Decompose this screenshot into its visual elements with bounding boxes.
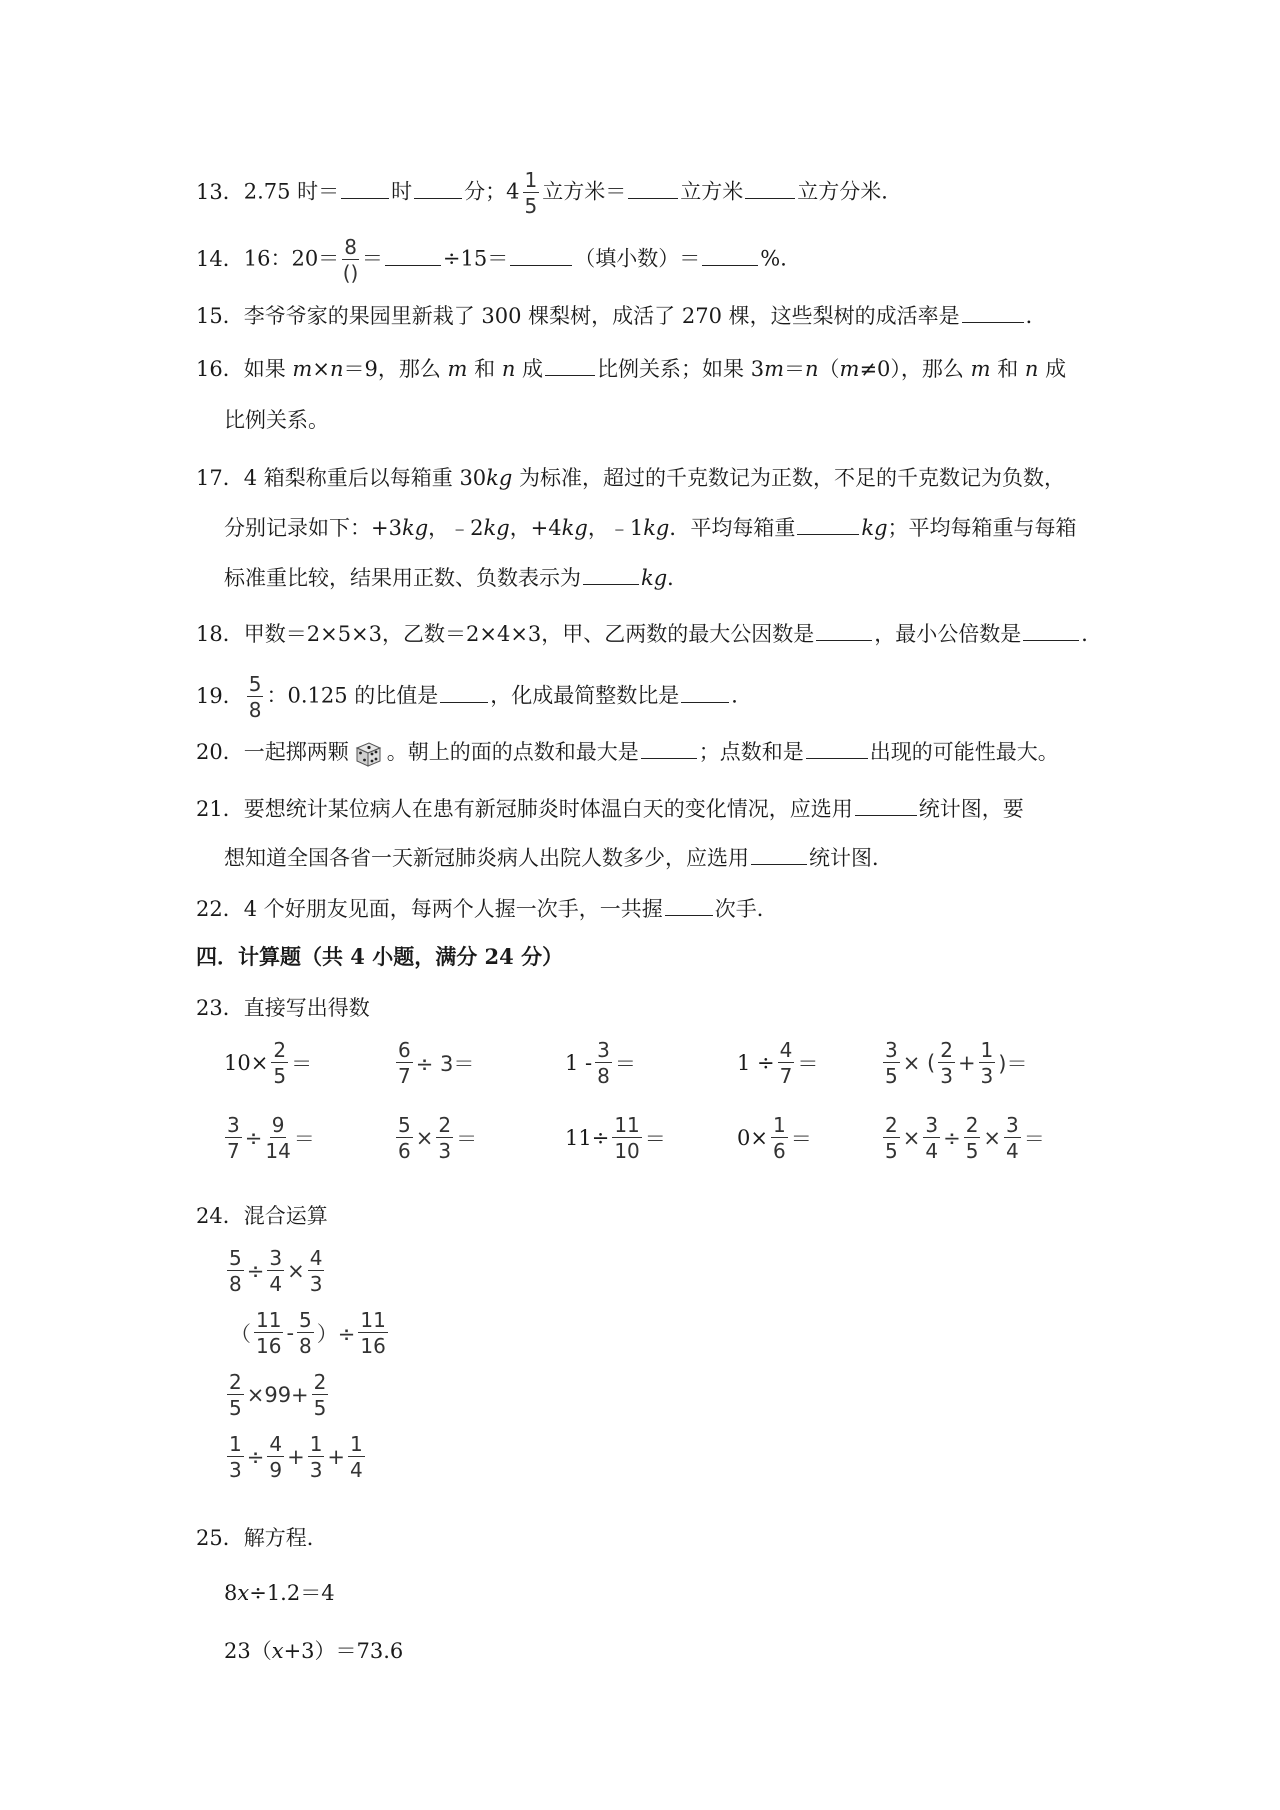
question-17-line2: 分别记录如下：+3kg，﹣2kg，+4kg，﹣1kg．平均每箱重 kg；平均每箱重与每箱 <box>224 511 1077 545</box>
mixed-expression-3: $\frac{2}{5}$ ×99+ $\frac{2}{5}$ <box>229 1370 327 1420</box>
expression-r2-c: 11÷ $\frac{11}{10}$ ＝ <box>565 1113 666 1163</box>
question-number: 20． <box>196 740 244 764</box>
question-number: 16． <box>196 357 244 381</box>
expression-r2-a: $\frac{3}{7}$ ÷ $\frac{9}{14}$ ＝ <box>227 1113 315 1163</box>
mixed-expression-2: （ $\frac{11}{16}$ - $\frac{5}{8}$ ）÷ $\frac{11}{16}$ <box>230 1308 386 1358</box>
question-16-line2: 比例关系。 <box>224 408 329 432</box>
question-17: 17．4 箱梨称重后以每箱重 30kg 为标准，超过的千克数记为正数，不足的千克数记为负数， <box>196 461 1065 495</box>
question-18: 18．甲数＝2×5×3，乙数＝2×4×3，甲、乙两数的最大公因数是 ，最小公倍数是 ． <box>196 617 1102 651</box>
answer-blank[interactable] <box>1023 618 1079 641</box>
equation-2: 23（x+3）＝73.6 <box>224 1639 404 1663</box>
question-number: 21． <box>196 797 244 821</box>
question-13: 13．2.75 时＝ 时 分；4 $\frac{1}{5}$ 立方米＝ 立方米 立方分米． <box>196 168 903 218</box>
expression-r1-e: $\frac{3}{5}$ × ( $\frac{2}{3}$ + $\frac{1}{3}$ )＝ <box>885 1038 1028 1088</box>
question-23: 23．直接写出得数 <box>196 991 370 1025</box>
answer-blank[interactable] <box>855 793 917 816</box>
answer-blank[interactable] <box>545 353 595 376</box>
answer-blank[interactable] <box>702 243 758 266</box>
question-24: 24．混合运算 <box>196 1199 328 1233</box>
expression-r1-d: 1 ÷ $\frac{4}{7}$ ＝ <box>737 1038 819 1088</box>
question-20: 20．一起掷两颗 。朝上的面的点数和最大是 ；点数和是 出现的可能性最大。 <box>196 735 1059 769</box>
answer-blank[interactable] <box>414 176 462 199</box>
expression-r2-b: $\frac{5}{6}$ × $\frac{2}{3}$ ＝ <box>398 1113 478 1163</box>
answer-blank[interactable] <box>797 512 859 535</box>
question-number: 15． <box>196 304 244 328</box>
question-number: 14． <box>196 246 244 271</box>
expression-r1-a: 10× $\frac{2}{5}$ ＝ <box>224 1038 313 1088</box>
question-number: 23． <box>196 996 244 1020</box>
answer-blank[interactable] <box>962 300 1024 323</box>
answer-blank[interactable] <box>806 736 868 759</box>
expression-r2-e: $\frac{2}{5}$ × $\frac{3}{4}$ ÷ $\frac{2}{5}$ × $\frac{3}{4}$ ＝ <box>885 1113 1045 1163</box>
question-21-line2: 想知道全国各省一天新冠肺炎病人出院人数多少，应选用 统计图． <box>224 841 893 875</box>
question-22: 22．4 个好朋友见面，每两个人握一次手，一共握 次手． <box>196 892 778 926</box>
question-16: 16．如果 m×n＝9，那么 m 和 n 成 比例关系；如果 3m＝n（m≠0），那么 m 和 n 成 <box>196 352 1066 386</box>
answer-blank[interactable] <box>341 176 389 199</box>
answer-blank[interactable] <box>665 893 713 916</box>
question-14: 14．16：20＝ $\frac{8}{()}$ ＝ ÷15＝ （填小数）＝ %． <box>196 235 802 285</box>
fraction: $\frac{1}{5}$ <box>524 168 538 218</box>
question-21: 21．要想统计某位病人在患有新冠肺炎时体温白天的变化情况，应选用 统计图，要 <box>196 792 1024 826</box>
mixed-expression-4: $\frac{1}{3}$ ÷ $\frac{4}{9}$ + $\frac{1}{3}$ + $\frac{1}{4}$ <box>229 1432 363 1482</box>
question-number: 22． <box>196 897 244 921</box>
section-4-heading: 四．计算题（共 4 小题，满分 24 分） <box>196 944 564 969</box>
question-17-line3: 标准重比较，结果用正数、负数表示为 kg． <box>224 561 688 595</box>
answer-blank[interactable] <box>681 680 729 703</box>
answer-blank[interactable] <box>583 562 639 585</box>
answer-blank[interactable] <box>816 618 872 641</box>
expression-r1-b: $\frac{6}{7}$ ÷ 3＝ <box>398 1038 475 1088</box>
question-number: 24． <box>196 1204 244 1228</box>
question-number: 13． <box>196 179 244 204</box>
question-25: 25．解方程． <box>196 1521 328 1555</box>
question-number: 25． <box>196 1526 244 1550</box>
expression-r2-d: 0× $\frac{1}{6}$ ＝ <box>737 1113 812 1163</box>
answer-blank[interactable] <box>641 736 697 759</box>
equation-1: 8x÷1.2＝4 <box>224 1581 335 1605</box>
answer-blank[interactable] <box>628 176 678 199</box>
answer-blank[interactable] <box>385 243 441 266</box>
question-19: 19． $\frac{5}{8}$ ：0.125 的比值是 ，化成最简整数比是 ． <box>196 672 753 722</box>
question-15: 15．李爷爷家的果园里新栽了 300 棵梨树，成活了 270 棵，这些梨树的成活率是 ． <box>196 299 1047 333</box>
fraction: $\frac{8}{()}$ <box>342 235 359 285</box>
question-number: 18． <box>196 622 244 646</box>
question-number: 19． <box>196 683 244 708</box>
answer-blank[interactable] <box>751 842 807 865</box>
mixed-expression-1: $\frac{5}{8}$ ÷ $\frac{3}{4}$ × $\frac{4}{3}$ <box>229 1246 323 1296</box>
answer-blank[interactable] <box>440 680 488 703</box>
fraction: $\frac{5}{8}$ <box>248 672 262 722</box>
question-number: 17． <box>196 466 244 490</box>
expression-r1-c: 1 - $\frac{3}{8}$ ＝ <box>565 1038 636 1088</box>
dice-icon <box>353 739 383 769</box>
answer-blank[interactable] <box>745 176 795 199</box>
answer-blank[interactable] <box>510 243 572 266</box>
